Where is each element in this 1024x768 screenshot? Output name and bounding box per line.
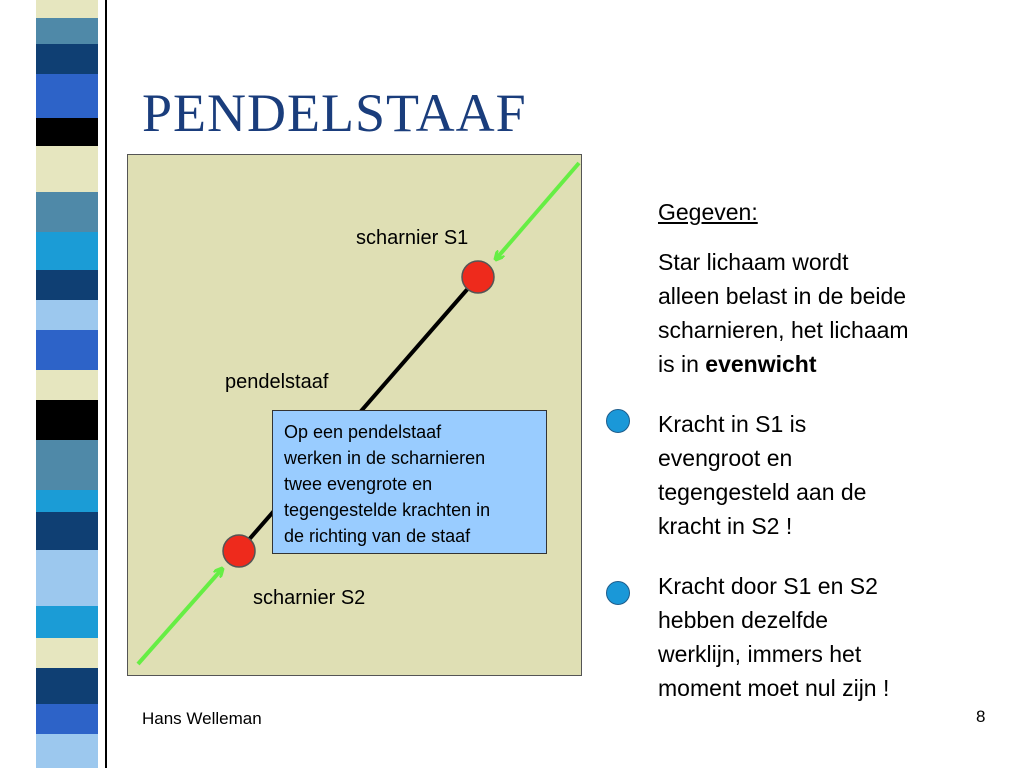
stripe-segment <box>36 440 98 490</box>
force-arrow-s2 <box>138 569 222 664</box>
hinge-s1 <box>462 261 494 293</box>
given-line-last <box>658 347 909 381</box>
pendelstaaf-figure <box>127 154 582 676</box>
stripe-segment <box>36 270 98 300</box>
bullet-line: hebben dezelfde <box>658 607 829 633</box>
stripe-segment <box>36 74 98 118</box>
footer-page-number: 8 <box>976 707 986 726</box>
callout-line: werken in de scharnieren <box>284 448 486 468</box>
bullet-circle-icon <box>606 409 630 433</box>
bullet-line: kracht in S2 ! <box>658 513 793 539</box>
bullet-line: tegengesteld aan de <box>658 479 867 505</box>
given-bold-evenwicht: evenwicht <box>705 351 817 377</box>
stripe-segment <box>36 118 98 146</box>
callout-line: tegengestelde krachten in <box>284 500 491 520</box>
label-pendelstaaf: pendelstaaf <box>225 371 329 393</box>
stripe-segment <box>36 300 98 330</box>
stripe-segment <box>36 638 98 668</box>
stripe-segment <box>36 330 98 370</box>
stripe-segment <box>36 146 98 192</box>
stripe-segment <box>36 232 98 270</box>
given-last-prefix: is in <box>658 351 706 377</box>
given-line: alleen belast in de beide <box>658 283 907 309</box>
bullet-text-2 <box>658 569 889 705</box>
bullet-line: Kracht in S1 is <box>658 411 807 437</box>
hinge-s2 <box>223 535 255 567</box>
stripe-segment <box>36 550 98 606</box>
stripe-segment <box>36 370 98 400</box>
callout-box <box>272 410 547 554</box>
stripe-segment <box>36 44 98 74</box>
stripe-segment <box>36 606 98 638</box>
stripe-segment <box>36 734 98 768</box>
callout-line: Op een pendelstaaf <box>284 422 442 442</box>
bullet-text-1 <box>658 407 866 543</box>
slide-title: PENDELSTAAF <box>142 83 527 143</box>
stripe-segment <box>36 18 98 44</box>
callout-line: de richting van de staaf <box>284 526 471 546</box>
decorative-stripe-bar <box>36 0 98 768</box>
bullet-circle-icon <box>606 581 630 605</box>
bullet-line: evengroot en <box>658 445 793 471</box>
callout-line: twee evengrote en <box>284 474 433 494</box>
label-scharnier-s1: scharnier S1 <box>356 227 469 249</box>
bullet-line: Kracht door S1 en S2 <box>658 573 878 599</box>
stripe-segment <box>36 400 98 440</box>
bullet-line: moment moet nul zijn ! <box>658 675 890 701</box>
stripe-segment <box>36 0 98 18</box>
force-arrow-s1 <box>496 163 579 259</box>
bullet-line: werklijn, immers het <box>658 641 862 667</box>
label-scharnier-s2: scharnier S2 <box>253 587 366 609</box>
stripe-segment <box>36 668 98 704</box>
stripe-segment <box>36 490 98 512</box>
given-heading: Gegeven: <box>658 199 758 225</box>
given-line: scharnieren, het lichaam <box>658 317 909 343</box>
footer-author: Hans Welleman <box>142 709 262 728</box>
stripe-segment <box>36 192 98 232</box>
stripe-segment <box>36 512 98 550</box>
given-line: Star lichaam wordt <box>658 249 849 275</box>
stripe-segment <box>36 704 98 734</box>
decorative-vertical-line <box>105 0 107 768</box>
given-body <box>658 245 909 381</box>
